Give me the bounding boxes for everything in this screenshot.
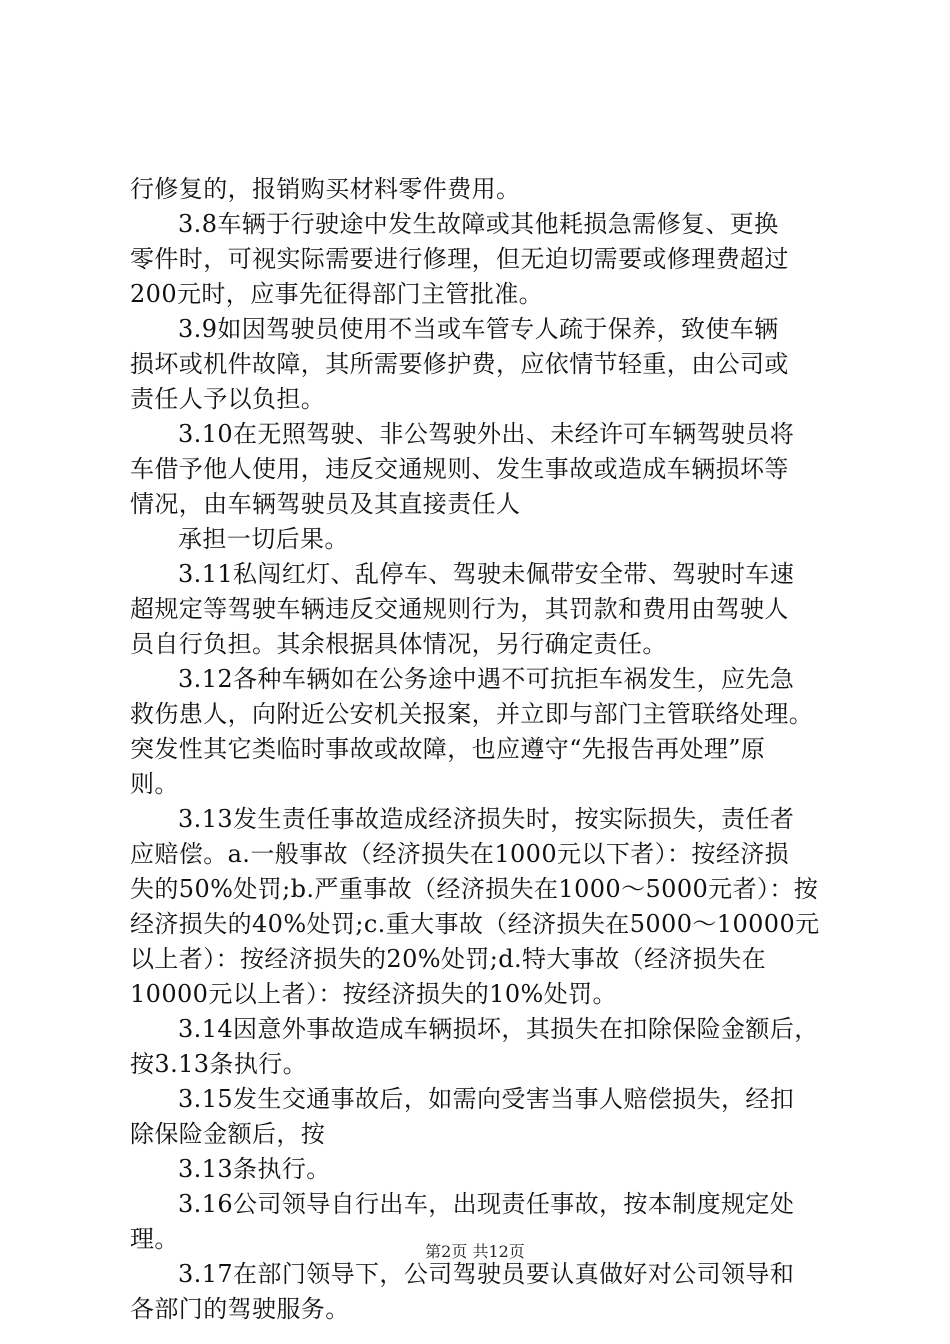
text-line: 3.14因意外事故造成车辆损坏，其损失在扣除保险金额后， (178, 1015, 819, 1043)
text-line: 救伤患人，向附近公安机关报案，并立即与部门主管联络处理。 (130, 700, 814, 728)
text-line: 各部门的驾驶服务。 (130, 1295, 350, 1323)
text-line: 3.13发生责任事故造成经济损失时，按实际损失，责任者 (178, 805, 795, 833)
text-line: 员自行负担。其余根据具体情况，另行确定责任。 (130, 630, 667, 658)
text-line: 10000元以上者）：按经济损失的10%处罚。 (130, 980, 617, 1008)
text-line: 3.10在无照驾驶、非公驾驶外出、未经许可车辆驾驶员将 (178, 420, 795, 448)
text-line: 理。 (130, 1225, 179, 1253)
text-line: 除保险金额后，按 (130, 1120, 326, 1148)
text-line: 突发性其它类临时事故或故障，也应遵守“先报告再处理”原 (130, 735, 766, 763)
text-line: 应赔偿。a.一般事故（经济损失在1000元以下者）：按经济损 (130, 840, 790, 868)
text-line: 以上者）：按经济损失的20%处罚;d.特大事故（经济损失在 (130, 945, 767, 973)
text-line: 3.8车辆于行驶途中发生故障或其他耗损急需修复、更换 (178, 210, 779, 238)
text-line: 则。 (130, 770, 179, 798)
text-line: 3.16公司领导自行出车，出现责任事故，按本制度规定处 (178, 1190, 795, 1218)
page-number-footer: 第2页 共12页 (425, 1242, 525, 1261)
text-line: 失的50%处罚;b.严重事故（经济损失在1000～5000元者）：按 (130, 875, 819, 903)
text-line: 按3.13条执行。 (130, 1050, 308, 1078)
text-line: 3.13条执行。 (178, 1155, 331, 1183)
text-line: 车借予他人使用，违反交通规则、发生事故或造成车辆损坏等 (130, 455, 789, 483)
text-line: 承担一切后果。 (178, 525, 349, 553)
text-line: 200元时，应事先征得部门主管批准。 (130, 280, 544, 308)
text-line: 情况，由车辆驾驶员及其直接责任人 (130, 490, 521, 518)
text-line: 损坏或机件故障，其所需要修护费，应依情节轻重，由公司或 (130, 350, 789, 378)
text-line: 行修复的，报销购买材料零件费用。 (130, 175, 521, 203)
text-line: 超规定等驾驶车辆违反交通规则行为，其罚款和费用由驾驶人 (130, 595, 789, 623)
text-line: 3.17在部门领导下，公司驾驶员要认真做好对公司领导和 (178, 1260, 795, 1288)
text-line: 经济损失的40%处罚;c.重大事故（经济损失在5000～10000元 (130, 910, 820, 938)
document-body (130, 172, 840, 1327)
text-line: 责任人予以负担。 (130, 385, 326, 413)
text-line: 3.9如因驾驶员使用不当或车管专人疏于保养，致使车辆 (178, 315, 779, 343)
text-line: 3.12各种车辆如在公务途中遇不可抗拒车祸发生，应先急 (178, 665, 795, 693)
text-line: 3.11私闯红灯、乱停车、驾驶未佩带安全带、驾驶时车速 (178, 560, 795, 588)
text-line: 3.15发生交通事故后，如需向受害当事人赔偿损失，经扣 (178, 1085, 795, 1113)
text-line: 零件时，可视实际需要进行修理，但无迫切需要或修理费超过 (130, 245, 789, 273)
